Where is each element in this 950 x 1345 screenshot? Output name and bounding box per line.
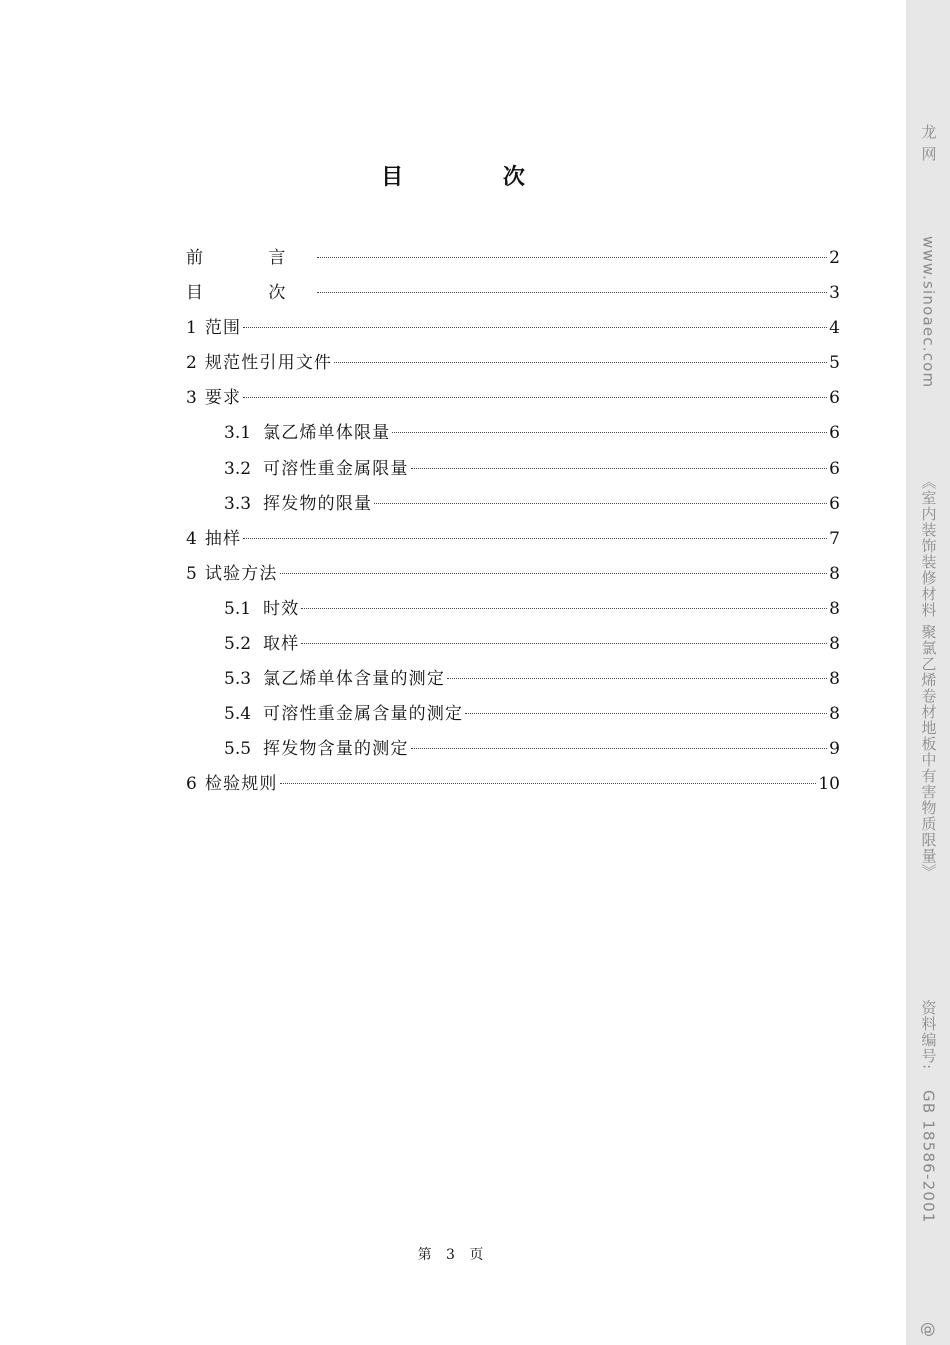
toc-entry-number: 2 <box>186 353 197 374</box>
toc-entry-number: 5.3 <box>224 669 252 690</box>
toc-entry-label: 氯乙烯单体限量 <box>263 423 391 444</box>
toc-dot-leader <box>411 468 828 469</box>
toc-entry-label: 挥发物含量的测定 <box>263 739 409 760</box>
toc-entry[interactable] <box>186 487 840 522</box>
side-watermark-doc-title: 《室内装饰装修材料 聚氯乙烯卷材地板中有害物质限量》 <box>919 474 938 880</box>
toc-entry[interactable] <box>186 416 840 451</box>
toc-dot-leader <box>334 362 827 363</box>
toc-dot-leader <box>317 257 827 258</box>
toc-entry-label: 试验方法 <box>204 563 278 584</box>
toc-entry-number: 3.1 <box>224 423 252 444</box>
toc-entry-label: 前 言 <box>186 248 316 268</box>
toc-dot-leader <box>280 573 828 574</box>
toc-entry[interactable] <box>186 346 840 381</box>
toc-entry-number: 5.4 <box>224 704 252 725</box>
toc-entry-number: 4 <box>186 528 197 549</box>
toc-entry[interactable] <box>186 557 840 592</box>
toc-entry-page: 8 <box>829 634 840 655</box>
toc-dot-leader <box>317 292 827 293</box>
toc-entry[interactable] <box>186 627 840 662</box>
toc-entry[interactable] <box>186 732 840 767</box>
toc-entry-page: 9 <box>829 739 840 760</box>
toc-entry-page: 6 <box>829 458 840 479</box>
toc-entry-page: 8 <box>829 669 840 690</box>
toc-entry[interactable] <box>186 452 840 487</box>
side-watermark-site-name: 龙 网 <box>919 124 938 162</box>
toc-entry[interactable] <box>186 241 840 276</box>
toc-entry-label: 检验规则 <box>204 774 278 795</box>
toc-entry-number: 1 <box>186 318 197 339</box>
toc-dot-leader <box>374 503 827 504</box>
toc-entry-number: 6 <box>186 774 197 795</box>
side-watermark-at: @ <box>919 1322 938 1339</box>
toc-entry-label: 抽样 <box>204 528 242 549</box>
toc-entry-number: 5 <box>186 563 197 584</box>
toc-entry[interactable] <box>186 767 840 802</box>
toc-entry[interactable] <box>186 592 840 627</box>
side-watermark-doc-label: 资料编号: <box>919 1000 938 1071</box>
side-watermark-url: www.sinoaec.com <box>919 236 938 389</box>
toc-entry-label: 可溶性重金属限量 <box>263 458 409 479</box>
toc-entry[interactable] <box>186 662 840 697</box>
page-number-footer: 第 3 页 <box>417 1247 489 1263</box>
toc-entry-page: 8 <box>829 598 840 619</box>
toc-entry[interactable] <box>186 276 840 311</box>
toc-entry-number: 3 <box>186 388 197 409</box>
toc-entry-page: 6 <box>829 388 840 409</box>
toc-entry-number: 5.1 <box>224 598 252 619</box>
toc-entry-number: 5.5 <box>224 739 252 760</box>
table-of-contents <box>186 241 840 803</box>
toc-entry-page: 10 <box>818 774 840 795</box>
toc-entry-label: 范围 <box>204 318 242 339</box>
toc-entry-label: 可溶性重金属含量的测定 <box>263 704 464 725</box>
toc-entry-page: 5 <box>829 353 840 374</box>
page-title: 目 次 <box>381 165 571 190</box>
toc-entry-number: 3.3 <box>224 493 252 514</box>
toc-dot-leader <box>280 783 817 784</box>
toc-dot-leader <box>465 713 827 714</box>
toc-entry-label: 要求 <box>204 388 242 409</box>
toc-dot-leader <box>301 608 827 609</box>
side-watermark-doc-code: GB 18586-2001 <box>919 1090 938 1224</box>
toc-entry[interactable] <box>186 697 840 732</box>
toc-entry-label: 氯乙烯单体含量的测定 <box>263 669 446 690</box>
toc-dot-leader <box>243 538 827 539</box>
toc-entry-label: 规范性引用文件 <box>204 353 333 374</box>
toc-dot-leader <box>243 327 827 328</box>
toc-entry-number: 5.2 <box>224 634 252 655</box>
toc-entry-page: 8 <box>829 563 840 584</box>
toc-dot-leader <box>301 643 827 644</box>
toc-dot-leader <box>411 748 828 749</box>
toc-entry[interactable] <box>186 522 840 557</box>
toc-entry-label: 挥发物的限量 <box>263 493 373 514</box>
toc-entry-page: 2 <box>829 248 840 268</box>
toc-entry-page: 6 <box>829 423 840 444</box>
toc-dot-leader <box>243 397 827 398</box>
toc-entry-page: 7 <box>829 528 840 549</box>
toc-entry-page: 3 <box>829 283 840 304</box>
toc-entry-label: 目 次 <box>186 283 316 304</box>
toc-entry-label: 取样 <box>263 634 300 655</box>
toc-dot-leader <box>447 678 827 679</box>
toc-entry-label: 时效 <box>263 598 300 619</box>
toc-entry-number: 3.2 <box>224 458 252 479</box>
toc-entry[interactable] <box>186 311 840 346</box>
toc-entry-page: 6 <box>829 493 840 514</box>
toc-entry-page: 4 <box>829 318 840 339</box>
toc-entry-page: 8 <box>829 704 840 725</box>
toc-dot-leader <box>392 432 827 433</box>
toc-entry[interactable] <box>186 381 840 416</box>
